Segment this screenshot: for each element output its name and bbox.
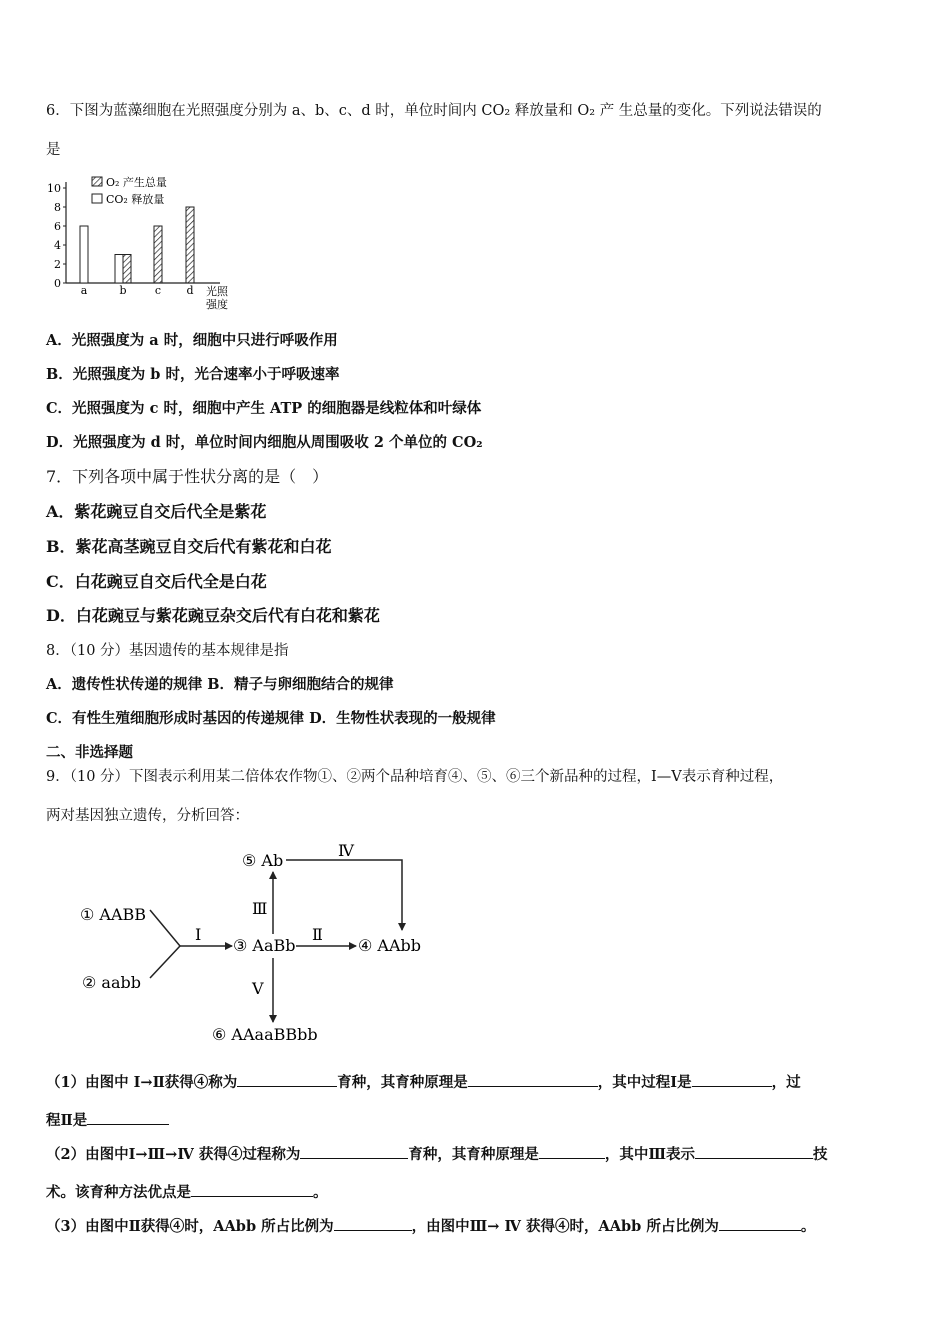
section-heading: 二、非选择题 [46, 744, 133, 761]
q6-option-a: A．光照强度为 a 时，细胞中只进行呼吸作用 [46, 332, 338, 349]
y-tick-label: 4 [54, 239, 61, 252]
arrow-i-upper [150, 910, 180, 946]
node-6: ⑥ AAaaBBbb [212, 1025, 318, 1044]
q9-part1-line1: （1）由图中 Ⅰ→Ⅱ获得④称为 育种，其育种原理是 ，其中过程Ⅰ是 ，过 [46, 1074, 801, 1091]
answer-blank[interactable] [692, 1072, 772, 1087]
bar-co2-a [80, 226, 88, 283]
x-tick-label-a: a [80, 284, 88, 297]
q9-stem-line2: 两对基因独立遗传，分析回答： [46, 808, 249, 824]
arrow-i-lower [150, 946, 180, 978]
answer-blank[interactable] [300, 1144, 408, 1159]
answer-blank[interactable] [191, 1182, 313, 1197]
x-axis-label-line2: 强度 [206, 298, 228, 311]
q7-option-d: D．白花豌豆与紫花豌豆杂交后代有白花和紫花 [46, 606, 380, 625]
label-ii: Ⅱ [312, 925, 323, 944]
q9-part2-line1: （2）由图中Ⅰ→Ⅲ→Ⅳ 获得④过程称为 育种，其育种原理是 ，其中Ⅲ表示 技 [46, 1146, 828, 1163]
answer-blank[interactable] [334, 1216, 412, 1231]
q9-part1-line2: 程Ⅱ是 [46, 1110, 169, 1131]
node-5: ⑤ Ab [242, 851, 284, 870]
y-tick-label: 8 [54, 201, 61, 214]
answer-blank[interactable] [87, 1110, 169, 1125]
arrow-iv-line [286, 860, 402, 930]
q9-stem-line1: 9．（10 分）下图表示利用某二倍体农作物①、②两个品种培育④、⑤、⑥三个新品种的过程，Ⅰ—Ⅴ表示育种过程， [46, 769, 784, 785]
legend-swatch-co2 [92, 194, 102, 203]
y-tick-label: 0 [54, 277, 61, 290]
node-3: ③ AaBb [233, 936, 296, 955]
answer-blank[interactable] [539, 1144, 605, 1159]
x-tick-label-b: b [119, 284, 127, 297]
x-axis-label-line1: 光照 [206, 285, 228, 298]
answer-blank[interactable] [237, 1072, 337, 1087]
q7-option-b: B．紫花高茎豌豆自交后代有紫花和白花 [46, 537, 332, 556]
x-tick-label-c: c [154, 284, 162, 297]
y-tick-label: 10 [47, 182, 61, 195]
node-4: ④ AAbb [358, 936, 422, 955]
label-iv: Ⅳ [338, 841, 354, 860]
bar-o2-d [186, 207, 194, 283]
answer-blank[interactable] [468, 1072, 598, 1087]
node-1: ① AABB [80, 905, 147, 924]
q9-part3-line1: （3）由图中Ⅱ获得④时，AAbb 所占比例为 ，由图中Ⅲ→ Ⅳ 获得④时，AAbb 所占比例为 。 [46, 1218, 816, 1235]
legend-swatch-o2 [92, 177, 102, 186]
node-2: ② aabb [82, 973, 141, 992]
q7-stem: 7．下列各项中属于性状分离的是（ ） [46, 467, 329, 486]
y-tick-label: 2 [54, 258, 61, 271]
label-v: Ⅴ [252, 979, 264, 998]
answer-blank[interactable] [719, 1216, 801, 1231]
q6-option-b: B．光照强度为 b 时，光合速率小于呼吸速率 [46, 366, 340, 383]
q8-options-cd: C．有性生殖细胞形成时基因的传递规律 D．生物性状表现的一般规律 [46, 710, 496, 727]
x-tick-label-d: d [186, 284, 194, 297]
q6-stem-line1: 6．下图为蓝藻细胞在光照强度分别为 a、b、c、d 时，单位时间内 CO₂ 释放量和 O₂ 产 生总量的变化。下列说法错误的 [46, 103, 822, 119]
q8-options-ab: A．遗传性状传递的规律 B．精子与卵细胞结合的规律 [46, 676, 394, 693]
q7-option-a: A．紫花豌豆自交后代全是紫花 [46, 502, 267, 521]
y-tick-label: 6 [54, 220, 61, 233]
q6-option-d: D．光照强度为 d 时，单位时间内细胞从周围吸收 2 个单位的 CO₂ [46, 434, 483, 451]
q6-option-c: C．光照强度为 c 时，细胞中产生 ATP 的细胞器是线粒体和叶绿体 [46, 400, 482, 417]
label-iii: Ⅲ [252, 899, 268, 918]
bar-co2-b [115, 255, 123, 284]
q6-bar-chart [40, 170, 250, 316]
q9-part2-line2: 术。该育种方法优点是 。 [46, 1184, 328, 1201]
bar-o2-c [154, 226, 162, 283]
answer-blank[interactable] [695, 1144, 813, 1159]
legend-label-co2: CO₂ 释放量 [106, 193, 165, 206]
legend-label-o2: O₂ 产生总量 [106, 176, 167, 189]
label-i: Ⅰ [195, 925, 202, 944]
q8-stem: 8．（10 分）基因遗传的基本规律是指 [46, 643, 289, 659]
q7-option-c: C．白花豌豆自交后代全是白花 [46, 572, 267, 591]
bar-o2-b [123, 255, 131, 284]
breeding-diagram [70, 838, 450, 1050]
q6-stem-line2: 是 [46, 142, 61, 158]
